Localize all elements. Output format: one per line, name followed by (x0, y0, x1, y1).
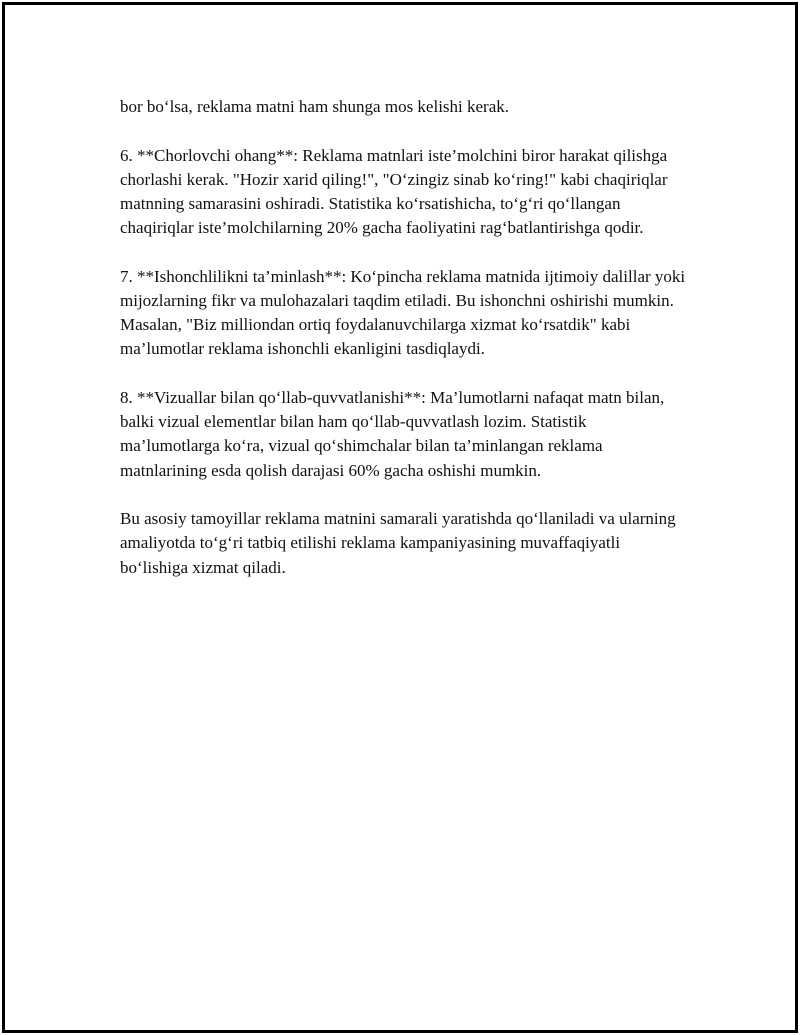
paragraph-item-6: 6. **Chorlovchi ohang**: Reklama matnlari iste’molchini biror harakat qilishga chorlashi kerak. "Hozir xarid qiling!", "O‘zingiz sinab ko‘ring!" kabi chaqiriqlar matnning samarasini oshiradi. Statistika ko‘rsatishicha, to‘g‘ri qo‘llangan chaqiriqlar iste’molchilarning 20% gacha faoliyatini rag‘batlantirishga qodir. (120, 145, 668, 238)
page-border (2, 2, 798, 1033)
document-body (120, 95, 690, 604)
paragraph-continuation: bor bo‘lsa, reklama matni ham shunga mos kelishi kerak. (120, 97, 510, 116)
paragraph-conclusion: Bu asosiy tamoyillar reklama matnini samarali yaratishda qo‘llaniladi va ularning amaliyotda to‘g‘ri tatbiq etilishi reklama kampaniyasining muvaffaqiyatli bo‘lishiga xizmat qiladi. (120, 509, 676, 577)
paragraph-item-8: 8. **Vizuallar bilan qo‘llab-quvvatlanishi**: Ma’lumotlarni nafaqat matn bilan, balki vizual elementlar bilan ham qo‘llab-quvvatlash lozim. Statistik ma’lumotlarga ko‘ra, vizual qo‘shimchalar bilan ta’minlangan reklama matnlarining esda qolish darajasi 60% gacha oshishi mumkin. (120, 388, 665, 480)
paragraph-item-7: 7. **Ishonchlilikni ta’minlash**: Ko‘pincha reklama matnida ijtimoiy dalillar yoki mijozlarning fikr va mulohazalari taqdim etiladi. Bu ishonchni oshirishi mumkin. Masalan, "Biz milliondan ortiq foydalanuvchilarga xizmat ko‘rsatdik" kabi ma’lumotlar reklama ishonchli ekanligini tasdiqlaydi. (120, 266, 686, 359)
